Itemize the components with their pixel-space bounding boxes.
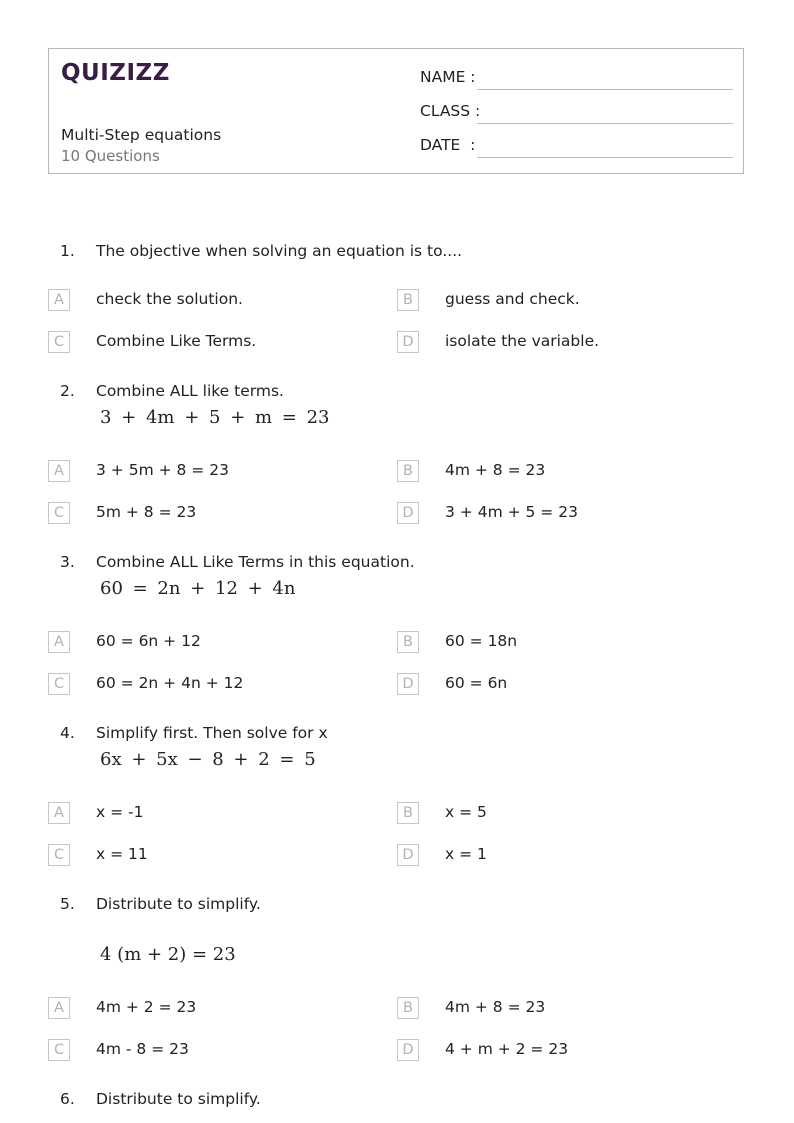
option-letter: B <box>397 997 419 1019</box>
question-text: Combine ALL like terms. <box>96 382 284 400</box>
option-letter: A <box>48 802 70 824</box>
question-text: Distribute to simplify. <box>96 895 261 913</box>
question-text: Combine ALL Like Terms in this equation. <box>96 553 415 571</box>
class-label: CLASS : <box>420 102 481 120</box>
question-number: 3. <box>60 553 75 571</box>
option-letter: D <box>397 331 419 353</box>
option-letter: D <box>397 1039 419 1061</box>
option-letter: D <box>397 844 419 866</box>
class-line[interactable] <box>477 123 733 124</box>
question-text: Simplify first. Then solve for x <box>96 724 328 742</box>
question-text: The objective when solving an equation is to.... <box>96 242 463 260</box>
option-letter: B <box>397 289 419 311</box>
option-text: 4m + 8 = 23 <box>445 998 546 1016</box>
option-text: 3 + 5m + 8 = 23 <box>96 461 229 479</box>
option-letter: B <box>397 802 419 824</box>
quizizz-logo: QUIZIZZ <box>61 60 170 86</box>
option-text: 3 + 4m + 5 = 23 <box>445 503 578 521</box>
question-number: 4. <box>60 724 75 742</box>
option-text: 60 = 6n <box>445 674 508 692</box>
question-text: Distribute to simplify. <box>96 1090 261 1108</box>
option-letter: C <box>48 844 70 866</box>
name-label: NAME : <box>420 68 476 86</box>
option-letter: C <box>48 331 70 353</box>
option-letter: C <box>48 502 70 524</box>
option-text: Combine Like Terms. <box>96 332 257 350</box>
option-text: 4m + 2 = 23 <box>96 998 197 1016</box>
option-letter: A <box>48 997 70 1019</box>
name-field[interactable] <box>420 68 733 92</box>
option-text: x = 5 <box>445 803 487 821</box>
date-line[interactable] <box>477 157 733 158</box>
option-letter: A <box>48 460 70 482</box>
option-letter: A <box>48 289 70 311</box>
question-equation: 60 = 2n + 12 + 4n <box>100 578 296 599</box>
question-equation: 6x + 5x − 8 + 2 = 5 <box>100 749 316 770</box>
option-letter: A <box>48 631 70 653</box>
option-letter: C <box>48 673 70 695</box>
question-equation: 3 + 4m + 5 + m = 23 <box>100 407 330 428</box>
question-number: 1. <box>60 242 75 260</box>
question-number: 6. <box>60 1090 75 1108</box>
option-text: 60 = 18n <box>445 632 518 650</box>
option-letter: B <box>397 631 419 653</box>
question-count: 10 Questions <box>61 147 160 165</box>
class-field[interactable] <box>420 102 733 126</box>
question-equation: 4 (m + 2) = 23 <box>100 944 236 965</box>
option-text: 60 = 6n + 12 <box>96 632 201 650</box>
option-text: 5m + 8 = 23 <box>96 503 197 521</box>
option-letter: C <box>48 1039 70 1061</box>
date-label: DATE : <box>420 136 476 154</box>
option-text: isolate the variable. <box>445 332 600 350</box>
option-text: x = 11 <box>96 845 148 863</box>
option-text: 4m - 8 = 23 <box>96 1040 189 1058</box>
option-text: x = -1 <box>96 803 144 821</box>
name-line[interactable] <box>477 89 733 90</box>
option-letter: B <box>397 460 419 482</box>
worksheet-header <box>48 48 744 174</box>
option-text: x = 1 <box>445 845 487 863</box>
option-text: 4m + 8 = 23 <box>445 461 546 479</box>
question-number: 2. <box>60 382 75 400</box>
option-text: check the solution. <box>96 290 243 308</box>
question-number: 5. <box>60 895 75 913</box>
option-letter: D <box>397 673 419 695</box>
worksheet-title: Multi-Step equations <box>61 126 222 144</box>
option-text: 60 = 2n + 4n + 12 <box>96 674 244 692</box>
option-text: guess and check. <box>445 290 580 308</box>
option-text: 4 + m + 2 = 23 <box>445 1040 569 1058</box>
date-field[interactable] <box>420 136 733 160</box>
option-letter: D <box>397 502 419 524</box>
